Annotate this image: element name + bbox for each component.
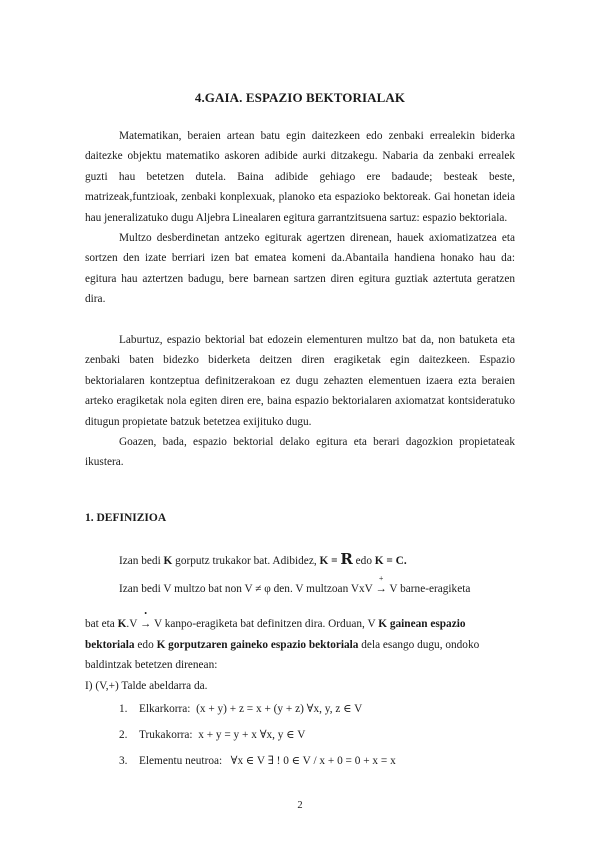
- paragraph-2: Multzo desberdinetan antzeko egiturak agertzen direnean, hauek axiomatizatzea eta sortzen den izate berriari izen bat ematea komeni da.Abantaila handiena honako hau da: egitura hau aztertzen badugu, bere barnean sartzen diren egitura guztiak aztertuta geratzen dira.: [85, 232, 515, 306]
- paragraph-3: Laburtuz, espazio bektorial bat edozein elementuren multzo bat da, non batuketa eta zenbaki baten bidezko biderketa deitzen diren eragiketak egin daitezkeen. Espazio bektorialaren kontzeptua definitzerakoan ez dugu zehazten elementuen izaera ezta beraien arteko eragiketak nola egiten diren ere, baina espazio bektorialaren axiomatzat kontsideratuko ditugun propietate batzuk betetzea exijituko dugu.: [85, 334, 515, 428]
- definition-line-5: baldintzak betetzen direnean:: [85, 659, 218, 671]
- axiom-item: 3. Elementu neutroa: ∀x ∈ V ∃ ! 0 ∈ V / x + 0 = 0 + x = x: [119, 755, 396, 767]
- axiom-formula: ∀x ∈ V ∃ ! 0 ∈ V / x + 0 = 0 + x = x: [230, 755, 396, 767]
- axiom-item: 1. Elkarkorra: (x + y) + z = x + (y + z) ∀x, y, z ∈ V: [119, 703, 363, 715]
- paragraph-4: Goazen, bada, espazio bektorial delako egitura eta berari dagozkion propietateak ikustera.: [85, 436, 515, 469]
- axiom-formula: (x + y) + z = x + (y + z) ∀x, y, z ∈ V: [196, 703, 363, 715]
- section-title: 1. DEFINIZIOA: [85, 512, 167, 524]
- definition-line-1: Izan bedi K gorputz trukakor bat. Adibidez, K = R edo K = C.: [119, 550, 407, 568]
- definition-line-6: I) (V,+) Talde abeldarra da.: [85, 680, 208, 692]
- real-numbers-symbol: R: [340, 550, 353, 568]
- external-operation-arrow-icon: • →: [140, 609, 152, 630]
- axiom-formula: x + y = y + x ∀x, y ∈ V: [198, 729, 306, 741]
- definition-line-3: bat eta K.V • → V kanpo-eragiketa bat definitzen dira. Orduan, V K gainean espazio: [85, 609, 466, 630]
- page-number: 2: [297, 800, 303, 811]
- definition-line-2: Izan bedi V multzo bat non V ≠ φ den. V multzoan VxV + → V barne-eragiketa: [119, 574, 471, 595]
- internal-operation-arrow-icon: + →: [375, 574, 387, 595]
- definition-line-4: bektoriala edo K gorputzaren gaineko espazio bektoriala dela esango dugu, ondoko: [85, 639, 480, 651]
- paragraph-1: Matematikan, beraien artean batu egin daitezkeen edo zenbaki errealekin biderka daitezke objektu matematiko askoren adibide aurki ditzakegu. Nabaria da zenbaki errealek guzti hau betetzen dutela. Baina adibide gehiago ere badaude; besteak beste, matrizeak,funtzioak, zenbaki konplexuak, planoko eta espazioko bektoreak. Gai honetan ideia hau jeneralizatuko dugu Aljebra Linealaren egitura garrantzitsuena sartuz: espazio bektoriala.: [85, 130, 515, 224]
- axiom-item: 2. Trukakorra: x + y = y + x ∀x, y ∈ V: [119, 729, 306, 741]
- page-title: 4.GAIA. ESPAZIO BEKTORIALAK: [194, 90, 406, 105]
